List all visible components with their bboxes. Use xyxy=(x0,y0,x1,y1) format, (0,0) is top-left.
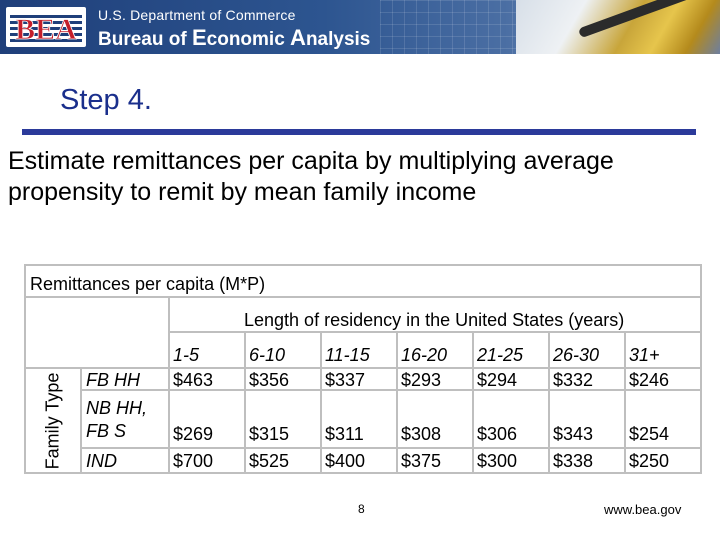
slide-title: Step 4. xyxy=(60,84,152,116)
row-label: FB HH xyxy=(82,369,168,389)
table-title: Remittances per capita (M*P) xyxy=(26,266,700,296)
slide-body-text: Estimate remittances per capita by multiplying average propensity to remit by mean family income xyxy=(8,147,614,206)
row-label-line: NB HH, xyxy=(86,398,148,418)
table-cell: $525 xyxy=(246,449,320,472)
table-cell: $293 xyxy=(398,369,472,389)
column-header: 26-30 xyxy=(550,333,624,367)
table-cell: $315 xyxy=(246,391,320,447)
page-number: 8 xyxy=(358,502,365,516)
bureau-name: Bureau of Economic Analysis xyxy=(98,25,371,50)
table-cell: $332 xyxy=(550,369,624,389)
table-cell: $375 xyxy=(398,449,472,472)
table-cell: $400 xyxy=(322,449,396,472)
title-rule xyxy=(22,129,696,135)
table-cell: $338 xyxy=(550,449,624,472)
table-cell: $269 xyxy=(170,391,244,447)
table-cell: $246 xyxy=(626,369,700,389)
logo-text: BEA xyxy=(15,13,77,46)
table-cell: $306 xyxy=(474,391,548,447)
row-label-line: FB S xyxy=(86,421,127,441)
table-cell: $343 xyxy=(550,391,624,447)
column-header: 11-15 xyxy=(322,333,396,367)
column-header: 1-5 xyxy=(170,333,244,367)
table-cell: $337 xyxy=(322,369,396,389)
pen-image xyxy=(578,0,694,38)
table-stub xyxy=(26,298,168,367)
bea-logo xyxy=(6,7,86,47)
table-cell: $294 xyxy=(474,369,548,389)
column-header: 31+ xyxy=(626,333,700,367)
table-cell: $250 xyxy=(626,449,700,472)
row-group-label-text: Family Type xyxy=(42,372,63,470)
row-group-label xyxy=(26,369,80,472)
remittances-table xyxy=(24,264,702,474)
table-cell: $300 xyxy=(474,449,548,472)
table-cell: $356 xyxy=(246,369,320,389)
department-name: U.S. Department of Commerce xyxy=(98,7,296,23)
table-cell: $311 xyxy=(322,391,396,447)
row-label: IND xyxy=(82,449,168,472)
column-header: 21-25 xyxy=(474,333,548,367)
table-cell: $463 xyxy=(170,369,244,389)
column-group-header: Length of residency in the United States (years) xyxy=(170,298,700,331)
table-cell: $254 xyxy=(626,391,700,447)
table-cell: $308 xyxy=(398,391,472,447)
row-label xyxy=(82,391,168,447)
header-photo xyxy=(516,0,720,54)
column-header: 16-20 xyxy=(398,333,472,367)
table-cell: $700 xyxy=(170,449,244,472)
column-header: 6-10 xyxy=(246,333,320,367)
header-banner xyxy=(0,0,720,54)
footer-url: www.bea.gov xyxy=(604,502,682,517)
